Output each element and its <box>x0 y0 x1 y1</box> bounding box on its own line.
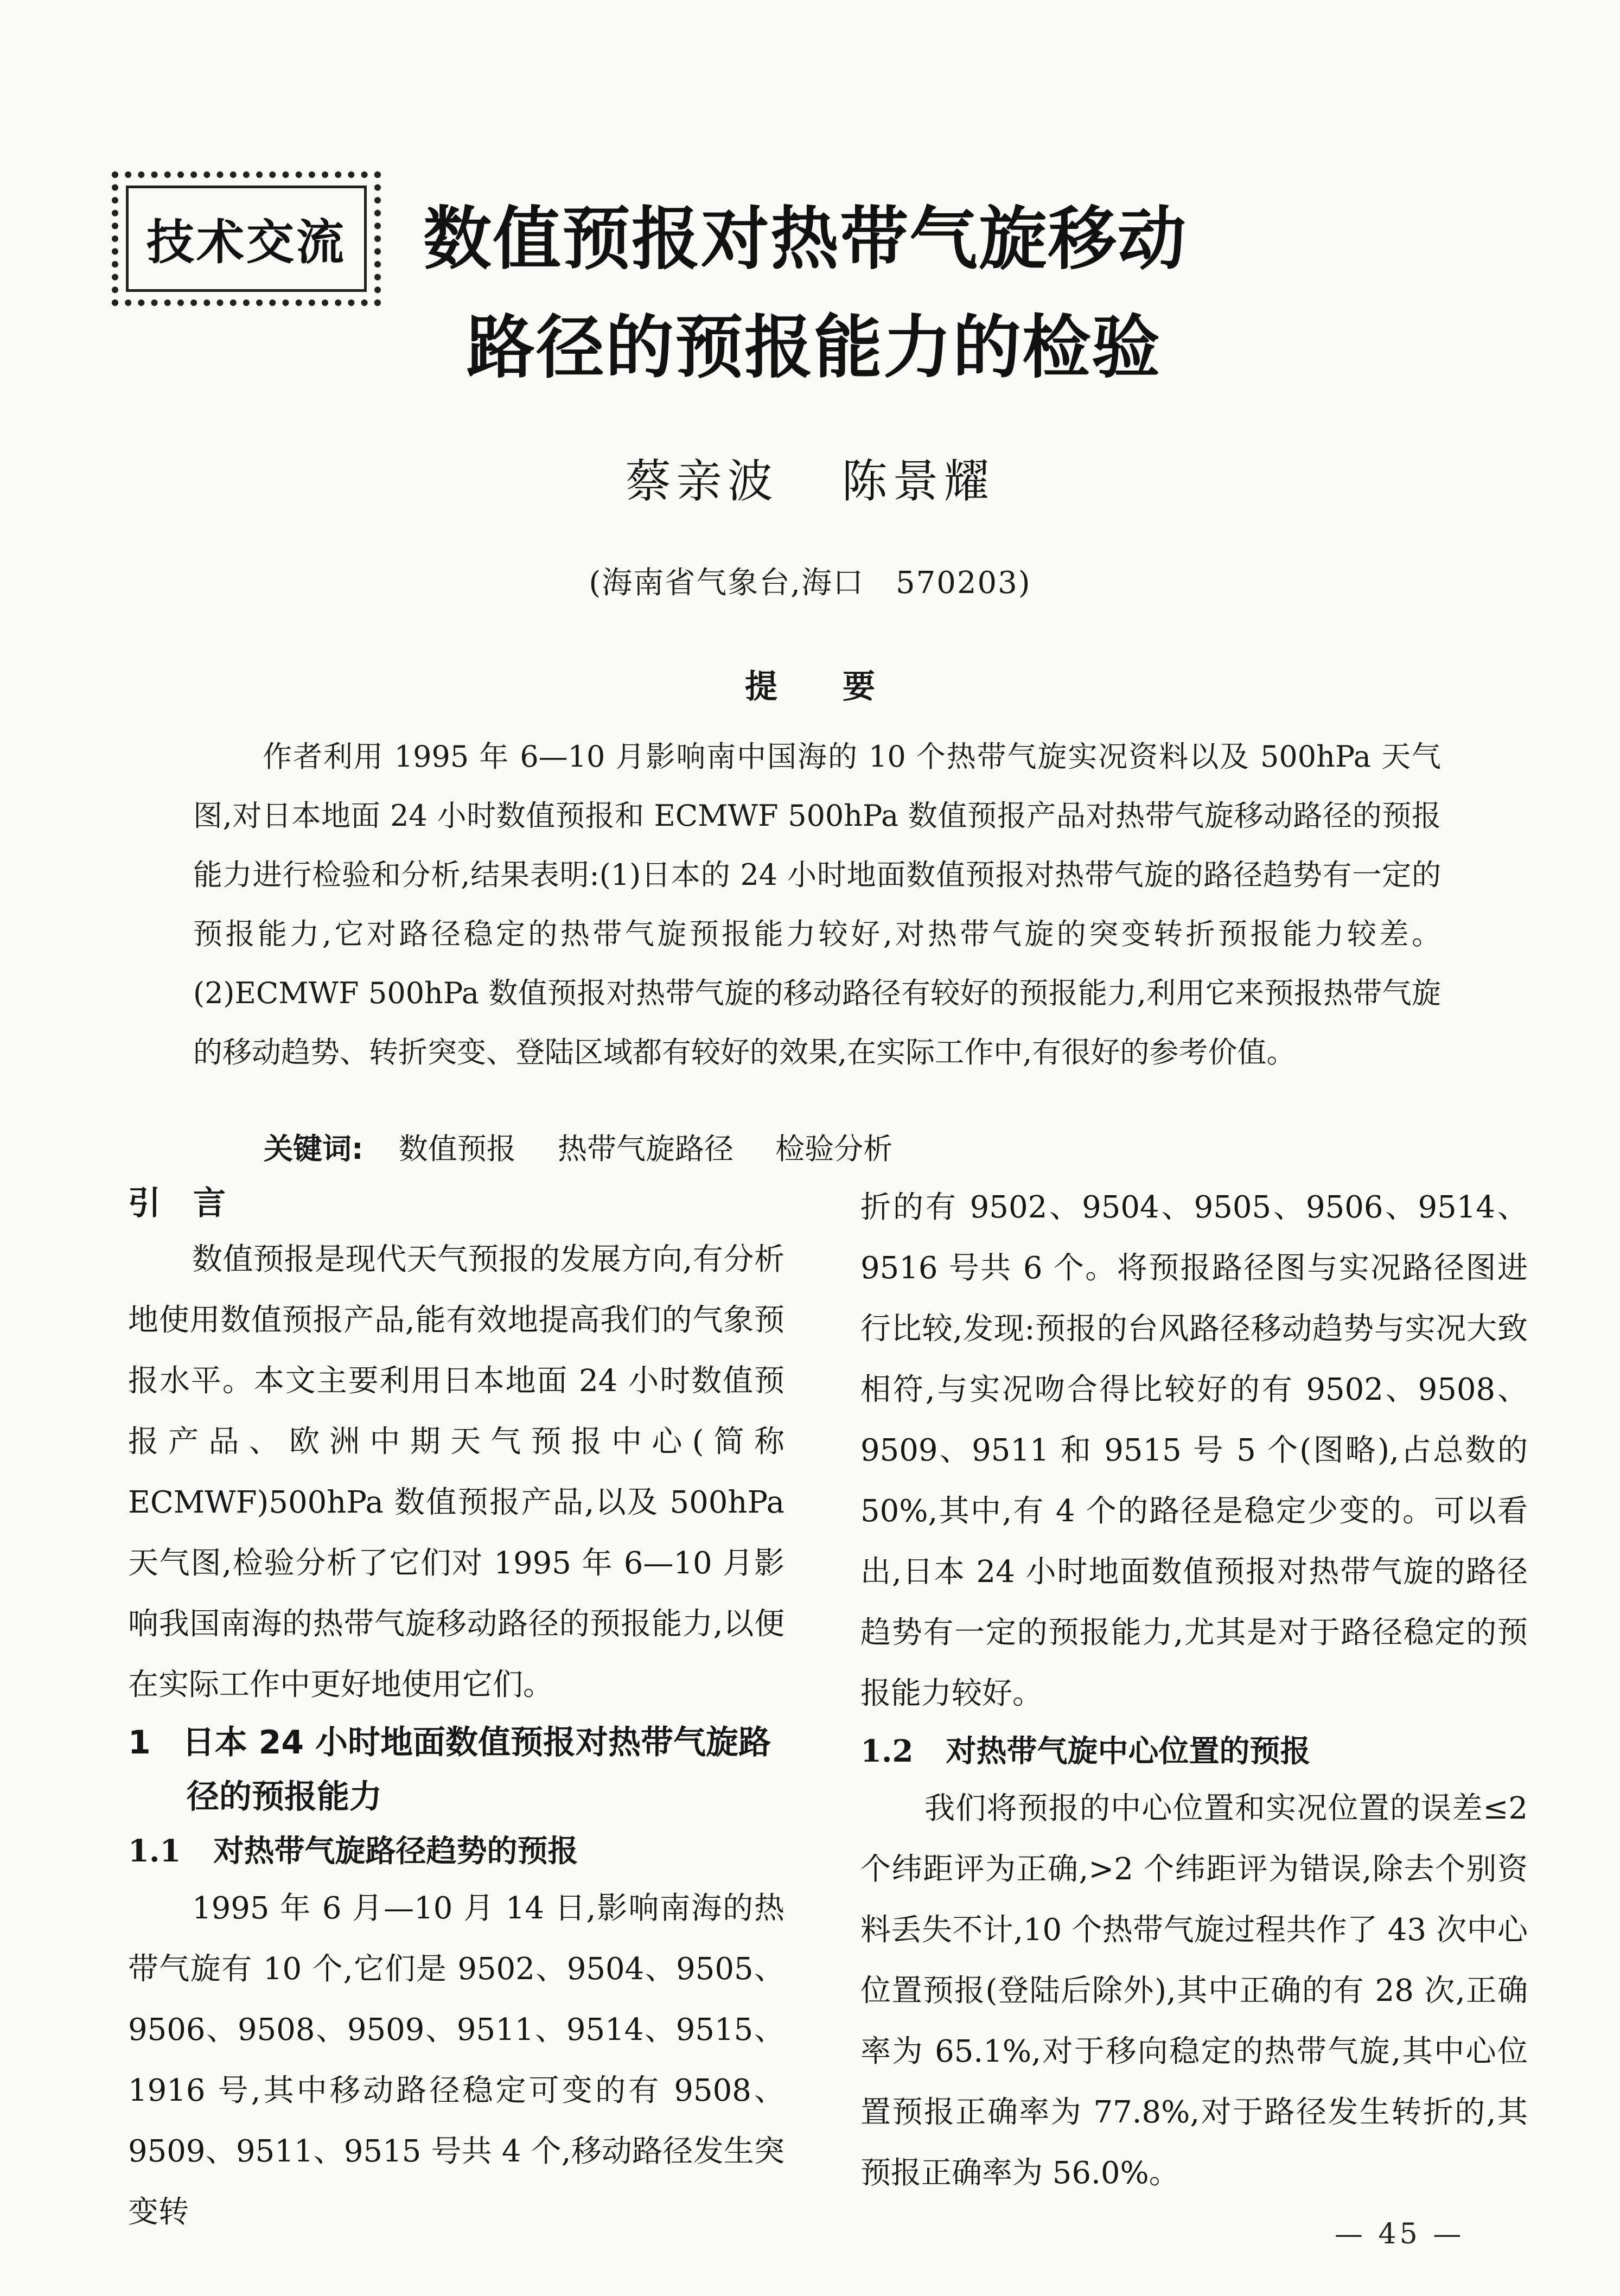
section-1-title-b: 径的预报能力 <box>187 1778 382 1816</box>
keyword-term: 热带气旋路径 <box>557 1132 734 1166</box>
section-1-2-title: 对热带气旋中心位置的预报 <box>946 1733 1311 1769</box>
paper-title-line-1: 数值预报对热带气旋移动 <box>423 199 1187 279</box>
intro-paragraph: 数值预报是现代天气预报的发展方向,有分析地使用数值预报产品,能有效地提高我们的气象预报水平。本文主要利用日本地面 24 小时数值预报产品、欧洲中期天气预报中心(简称 ECMWF)500hPa 数值预报产品,以及 500hPa 天气图,检验分析了它们对 1995 年 6—10 月影响我国南海的热带气旋移动路径的预报能力,以便在实际工作中更好地使用它们。 <box>128 1242 785 1702</box>
section-1-1-paragraph: 1995 年 6 月—10 月 14 日,影响南海的热带气旋有 10 个,它们是 9502、9504、9505、9506、9508、9509、9511、9514、9515、1916 号,其中移动路径稳定可变的有 9508、9509、9511、9515 号共 4 个,移动路径发生突变转 <box>128 1891 785 2230</box>
section-badge-frame <box>126 186 367 292</box>
author-2: 陈景耀 <box>841 455 995 508</box>
section-1-2-paragraph: 我们将预报的中心位置和实况位置的误差≤2 个纬距评为正确,>2 个纬距评为错误,除去个别资料丢失不计,10 个热带气旋过程共作了 43 次中心位置预报(登陆后除外),其中正确的有 28 次,正确率为 65.1%,对于移向稳定的热带气旋,其中心位置预报正确率为 77.8%,对于路径发生转折的,其预报正确率为 56.0%。 <box>860 1791 1528 2191</box>
section-1-1-title: 对热带气旋路径趋势的预报 <box>213 1833 578 1869</box>
section-1-number: 1 <box>128 1724 151 1762</box>
keyword-term: 检验分析 <box>775 1132 893 1166</box>
section-1-heading <box>128 1715 785 1824</box>
abstract-text: 作者利用 1995 年 6—10 月影响南中国海的 10 个热带气旋实况资料以及 500hPa 天气图,对日本地面 24 小时数值预报和 ECMWF 500hPa 数值预报产品对热带气旋移动路径的预报能力进行检验和分析,结果表明:(1)日本的 24 小时地面数值预报对热带气旋的路径趋势有一定的预报能力,它对路径稳定的热带气旋预报能力较好,对热带气旋的突变转折预报能力较差。(2)ECMWF 500hPa 数值预报对热带气旋的移动路径有较好的预报能力,利用它来预报热带气旋的移动趋势、转折突变、登陆区域都有较好的效果,在实际工作中,有很好的参考价值。 <box>193 739 1441 1069</box>
intro-heading: 引 言 <box>128 1184 226 1222</box>
abstract-heading: 提要 <box>745 668 940 706</box>
section-1-1-continued-paragraph: 折的有 9502、9504、9505、9506、9514、9516 号共 6 个。将预报路径图与实况路径图进行比较,发现:预报的台风路径移动趋势与实况大致相符,与实况吻合得比较好的有 9502、9508、9509、9511 和 9515 号 5 个(图略),占总数的 50%,其中,有 4 个的路径是稳定少变的。可以看出,日本 24 小时地面数值预报对热带气旋的路径趋势有一定的预报能力,尤其是对于路径稳定的预报能力较好。 <box>860 1190 1528 1711</box>
author-1: 蔡亲波 <box>625 455 779 508</box>
keywords-label: 关键词: <box>264 1132 363 1166</box>
right-column <box>860 1177 1528 2204</box>
section-badge <box>112 171 381 306</box>
section-1-2-number: 1.2 <box>860 1733 914 1769</box>
section-1-1-heading <box>128 1824 785 1878</box>
section-1-2-heading <box>860 1724 1528 1778</box>
left-column <box>128 1177 785 2243</box>
section-1-1-number: 1.1 <box>128 1833 181 1869</box>
keyword-term: 数值预报 <box>398 1132 516 1166</box>
section-1-title-a: 日本 24 小时地面数值预报对热带气旋路 <box>182 1724 771 1762</box>
affiliation: (海南省气象台,海口 570203) <box>589 565 1031 601</box>
section-badge-label: 技术交流 <box>146 214 346 270</box>
page-number: — 45 — <box>1335 2218 1465 2250</box>
paper-title-line-2: 路径的预报能力的检验 <box>467 308 1161 387</box>
authors <box>0 445 1620 511</box>
keywords <box>264 1126 1457 1168</box>
